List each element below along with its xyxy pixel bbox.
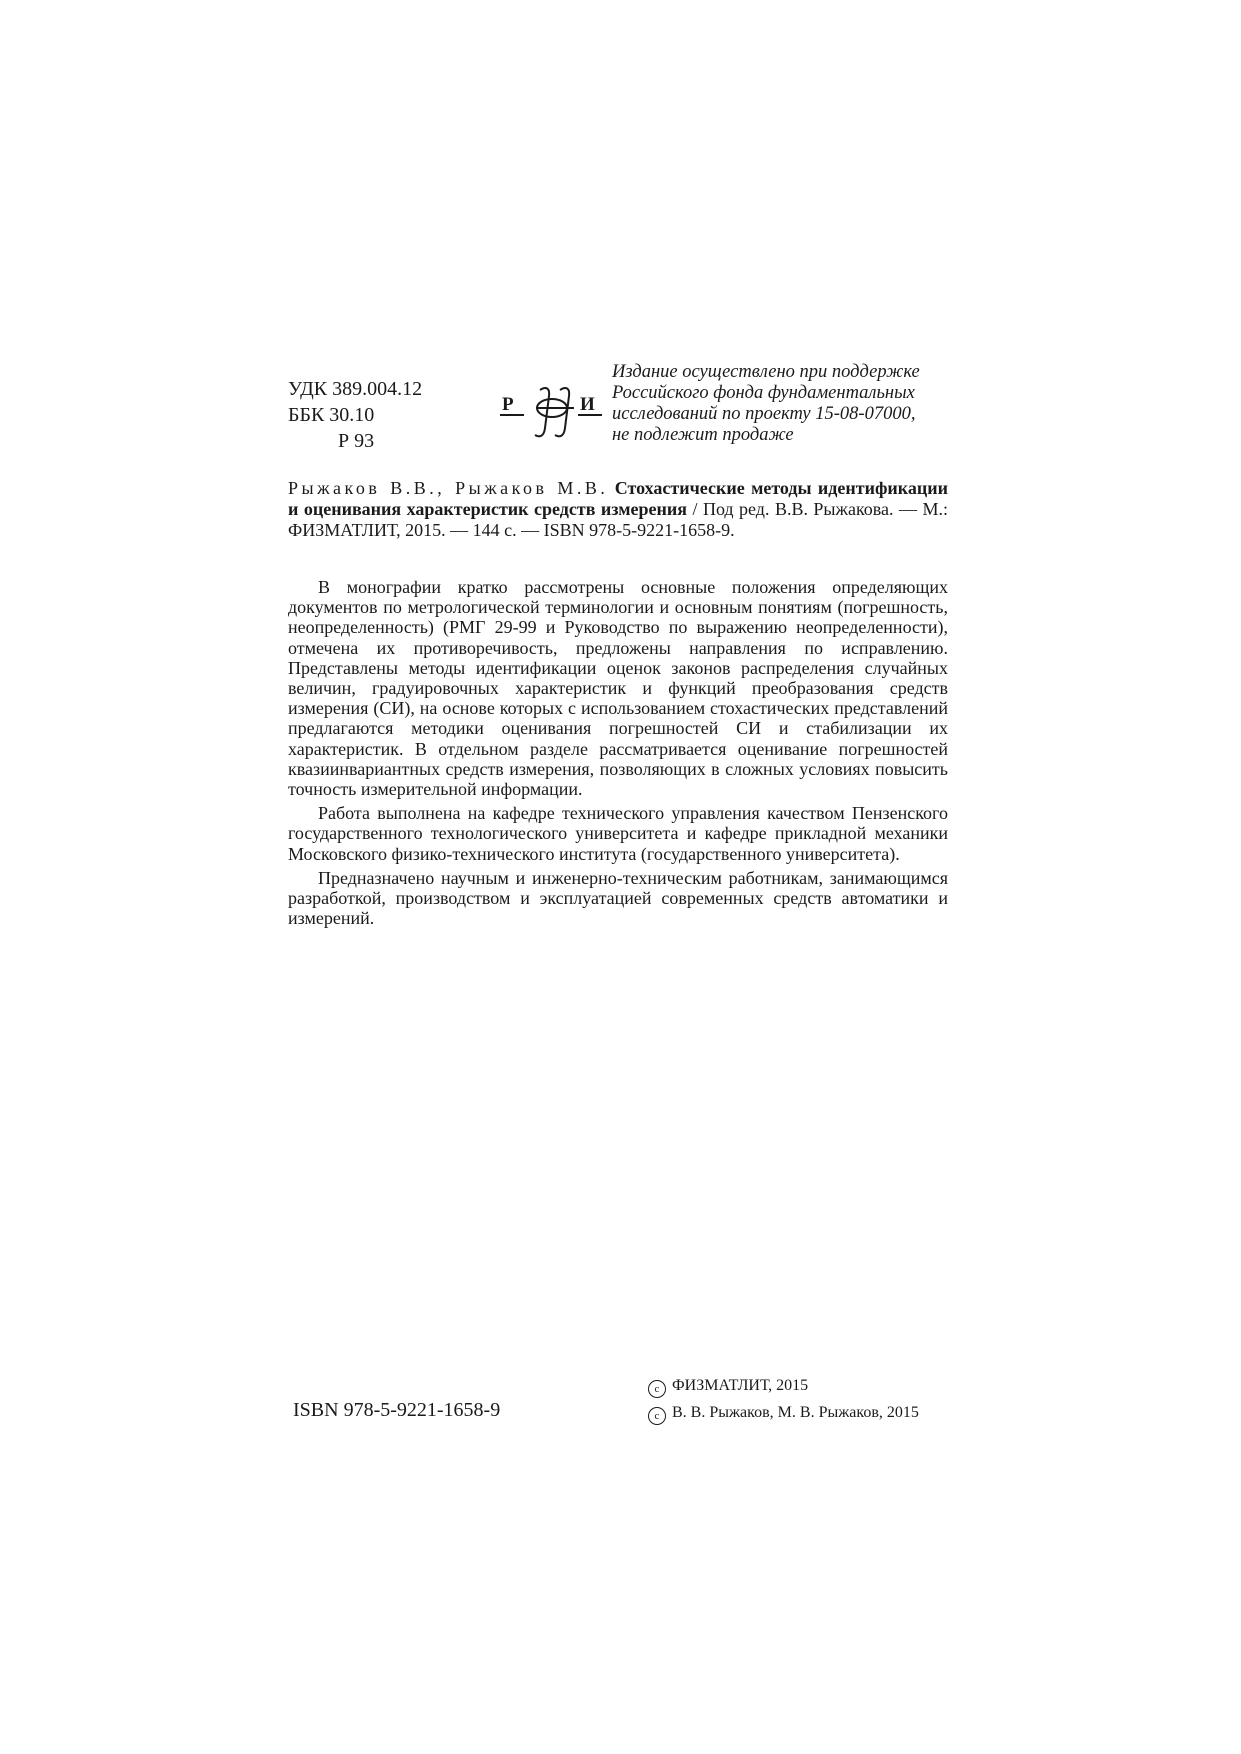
rffi-logo-icon [500, 384, 604, 438]
support-note-line: не подлежит продаже [612, 425, 794, 445]
citation-title: Стохастические методы идентификации и оценивания характеристик средств измерения [288, 478, 949, 519]
support-note-line: Издание осуществлено при поддержке [612, 362, 920, 382]
support-note [612, 362, 957, 446]
support-note-line: Российского фонда фундаментальных [612, 383, 915, 403]
citation-authors: Рыжаков В.В., Рыжаков М.В. [288, 478, 609, 498]
abstract-paragraph: Предназначено научным и инженерно-техническим работникам, занимающимся разработкой, производством и эксплуатацией современных средств автоматики и измерений. [288, 867, 948, 929]
copyright-block [648, 1372, 919, 1426]
udk-code: УДК 389.004.12 [288, 378, 423, 400]
citation-details: / Под ред. В.В. Рыжакова. — М.: ФИЗМАТЛИТ, 2015. — 144 с. — ISBN 978-5-9221-1658-9. [288, 499, 948, 540]
abstract-paragraph: В монографии кратко рассмотрены основные положения определяющих документов по метрологической терминологии и основным понятиям (погрешность, неопределенность) (РМГ 29-99 и Руководство по выражению неопределенности), отмечена их противоречивость, предложены направления по исправлению. Представлены методы идентификации оценок законов распределения случайных величин, градуировочных характеристик и функций преобразования средств измерения (СИ), на основе которых с использованием стохастических представлений предлагаются методики оценивания погрешностей СИ и стабилизации их характеристик. В отдельном разделе рассматривается оценивание погрешностей квазиинвариантных средств измерения, позволяющих в сложных условиях повысить точность измерительной информации. [288, 577, 948, 800]
abstract-paragraph: Работа выполнена на кафедре технического управления качеством Пензенского государственного технологического университета и кафедре прикладной механики Московского физико-технического института (государственного университета). [288, 803, 948, 864]
classification-block [288, 376, 422, 454]
copyright-publisher: ФИЗМАТЛИТ, 2015 [672, 1377, 809, 1394]
support-note-line: исследований по проекту 15-08-07000, [612, 404, 916, 424]
svg-text:Р: Р [502, 394, 514, 415]
copyright-line [648, 1399, 919, 1426]
svg-text:И: И [580, 394, 595, 415]
copyright-line [648, 1372, 919, 1399]
bibliographic-citation [288, 478, 948, 541]
copyright-icon: c [648, 1407, 666, 1425]
author-code: Р 93 [338, 430, 375, 452]
bbk-code: ББК 30.10 [288, 404, 375, 426]
abstract [288, 577, 948, 932]
copyright-authors: В. В. Рыжаков, М. В. Рыжаков, 2015 [672, 1404, 919, 1421]
copyright-icon: c [648, 1380, 666, 1398]
isbn-number: ISBN 978-5-9221-1658-9 [293, 1399, 501, 1421]
